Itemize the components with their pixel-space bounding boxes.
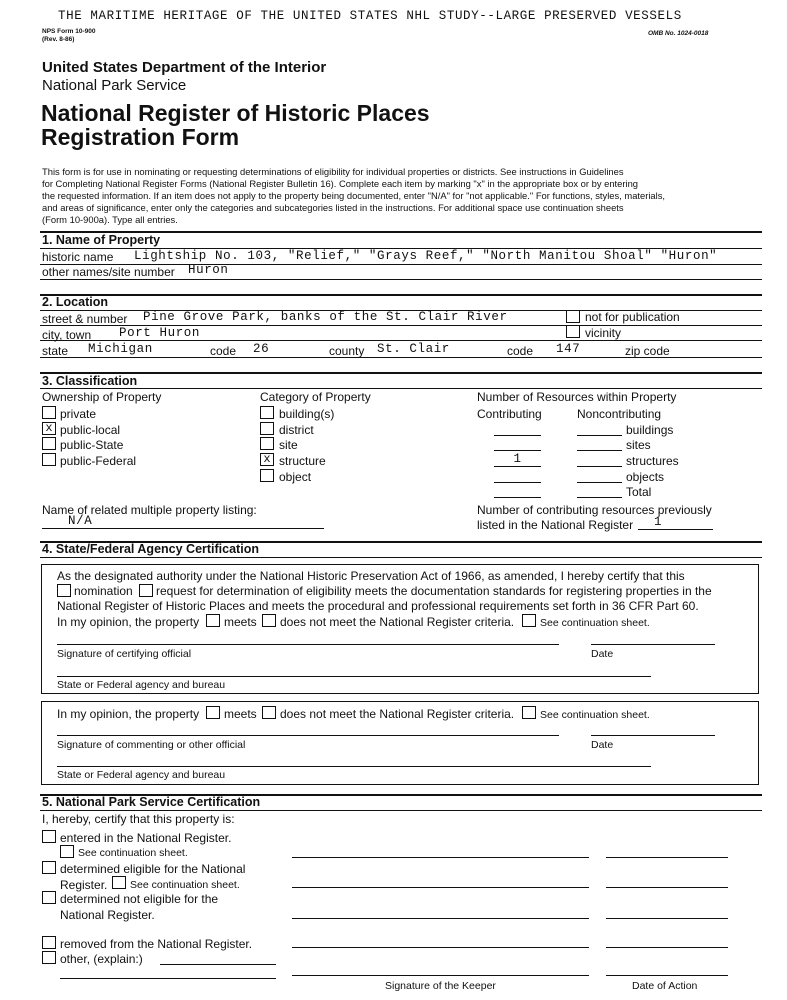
category-label: site [279, 438, 298, 452]
previously-listed-label: Number of contributing resources previously [477, 503, 712, 517]
count-rule [577, 482, 622, 483]
historic-name-value[interactable]: Lightship No. 103, "Relief," "Grays Reef," "North Manitou Shoal" "Huron" [134, 249, 718, 263]
zip-code-label: zip code [625, 344, 670, 358]
continuation-label: See continuation sheet. [540, 709, 650, 721]
section3-heading: 3. Classification [42, 374, 138, 388]
agency-name: National Park Service [42, 77, 187, 94]
vicinity-label: vicinity [585, 326, 622, 340]
signature-line [57, 766, 651, 767]
commenting-signature-label: Signature of commenting or other official [57, 739, 246, 751]
department-name: United States Department of the Interior [42, 59, 327, 76]
form-title-line2: Registration Form [41, 124, 240, 150]
state-code-label: code [210, 344, 237, 358]
continuation-checkbox[interactable] [522, 706, 536, 719]
date-line [591, 735, 715, 736]
count-rule [494, 435, 541, 436]
ownership-checkbox[interactable] [42, 437, 56, 450]
city-value[interactable]: Port Huron [119, 326, 201, 340]
keeper-signature-line [292, 857, 589, 858]
field-rule [40, 357, 762, 358]
nomination-checkbox[interactable] [57, 584, 71, 597]
section-rule [40, 557, 762, 558]
agency-bureau-label: State or Federal agency and bureau [57, 769, 226, 781]
section-rule [40, 388, 762, 389]
count-rule [494, 482, 541, 483]
action-date-label: Date of Action [632, 980, 698, 992]
resources-heading: Number of Resources within Property [477, 390, 677, 404]
instructions-line: for Completing National Register Forms (National Register Bulletin 16). Complete each item by marking "x" in the appropriate box or by entering [42, 178, 638, 189]
entered-checkbox[interactable] [42, 830, 56, 843]
section-rule [40, 810, 762, 811]
contributing-count[interactable]: 1 [513, 452, 522, 466]
field-rule [42, 528, 324, 529]
eligible-label: determined eligible for the National [60, 862, 246, 876]
section5-heading: 5. National Park Service Certification [42, 795, 261, 809]
category-checkbox[interactable] [260, 422, 274, 435]
section1-heading: 1. Name of Property [42, 233, 161, 247]
city-label: city, town [42, 328, 92, 342]
omb-number: OMB No. 1024-0018 [648, 30, 709, 37]
category-checkbox[interactable] [260, 406, 274, 419]
form-number: NPS Form 10-900 [42, 28, 96, 35]
action-date-line [606, 975, 728, 976]
instructions-line: the requested information. If an item does not apply to the property being documented, enter "N/A" for "not applicable." For functions, styles, materials, [42, 190, 666, 201]
not-for-publication-label: not for publication [585, 310, 680, 324]
keeper-signature-line [292, 887, 589, 888]
resource-label: buildings [626, 423, 674, 437]
state-value[interactable]: Michigan [88, 342, 153, 356]
nomination-label: nomination [74, 584, 133, 598]
category-label: structure [279, 454, 326, 468]
count-rule [494, 450, 541, 451]
meets-checkbox[interactable] [206, 614, 220, 627]
not-eligible-label: determined not eligible for the [60, 892, 219, 906]
keeper-signature-label: Signature of the Keeper [385, 980, 496, 992]
other-names-value[interactable]: Huron [188, 263, 229, 277]
request-checkbox[interactable] [139, 584, 153, 597]
previously-listed-value[interactable]: 1 [654, 515, 663, 529]
opinion-text: In my opinion, the property [57, 615, 200, 629]
continuation-checkbox[interactable] [522, 614, 536, 627]
street-label: street & number [42, 312, 128, 326]
continuation-label: See continuation sheet. [130, 879, 240, 891]
count-rule [577, 466, 622, 467]
does-not-meet-label: does not meet the National Register criteria. [280, 707, 515, 721]
section-rule [40, 294, 762, 296]
street-value[interactable]: Pine Grove Park, banks of the St. Clair River [143, 310, 508, 324]
keeper-signature-line [292, 947, 589, 948]
resource-label: Total [626, 485, 652, 499]
ownership-checkbox[interactable] [42, 453, 56, 466]
eligible-continuation-checkbox[interactable] [112, 876, 126, 889]
county-label: county [329, 344, 365, 358]
noncontributing-header: Noncontributing [577, 407, 662, 421]
does-not-meet-label: does not meet the National Register criteria. [280, 615, 515, 629]
entered-continuation-checkbox[interactable] [60, 845, 74, 858]
county-code-label: code [507, 344, 534, 358]
field-rule [638, 529, 713, 530]
section2-heading: 2. Location [42, 295, 108, 309]
instructions-line: (Form 10-900a). Type all entries. [42, 214, 178, 225]
count-rule [577, 497, 622, 498]
date-label: Date [591, 648, 614, 660]
certifying-signature-label: Signature of certifying official [57, 648, 192, 660]
other-explain-line[interactable] [60, 978, 276, 979]
does-not-meet-checkbox[interactable] [262, 706, 276, 719]
not-eligible-label: National Register. [60, 908, 155, 922]
action-date-line [606, 947, 728, 948]
removed-checkbox[interactable] [42, 936, 56, 949]
request-text: request for determination of eligibility meets the documentation standards for registering properties in the [156, 584, 712, 598]
ownership-heading: Ownership of Property [42, 390, 162, 404]
form-title-line1: National Register of Historic Places [41, 100, 430, 126]
county-value[interactable]: St. Clair [377, 342, 450, 356]
date-label: Date [591, 739, 614, 751]
date-line [591, 644, 715, 645]
vicinity-checkbox[interactable] [566, 325, 580, 338]
category-label: district [279, 423, 314, 437]
count-rule [494, 466, 541, 467]
category-checkbox[interactable] [260, 437, 274, 450]
other-label: other, (explain:) [60, 952, 143, 966]
instructions-line: and areas of significance, enter only the categories and subcategories listed in the instructions. For additional space use continuation sheets [42, 202, 624, 213]
eligible-label: Register. [60, 878, 108, 892]
other-names-label: other names/site number [42, 265, 175, 279]
action-date-line [606, 887, 728, 888]
agency-bureau-label: State or Federal agency and bureau [57, 679, 226, 691]
category-heading: Category of Property [260, 390, 371, 404]
signature-line [57, 735, 559, 736]
resource-label: structures [626, 454, 679, 468]
certification-text: As the designated authority under the National Historic Preservation Act of 1966, as amended, I hereby certify that this [57, 569, 685, 583]
ownership-checkbox[interactable]: x [42, 422, 56, 435]
count-rule [494, 497, 541, 498]
meets-label: meets [224, 707, 257, 721]
certify-text: I, hereby, certify that this property is: [42, 812, 235, 826]
historic-name-label: historic name [42, 250, 114, 264]
study-header: THE MARITIME HERITAGE OF THE UNITED STATES NHL STUDY--LARGE PRESERVED VESSELS [58, 9, 682, 23]
entered-label: entered in the National Register. [60, 831, 232, 845]
field-rule [40, 340, 762, 341]
multiple-listing-value[interactable]: N/A [68, 514, 93, 528]
other-explain-line[interactable] [160, 964, 276, 965]
ownership-label: private [60, 407, 97, 421]
section4-heading: 4. State/Federal Agency Certification [42, 542, 259, 556]
eligible-checkbox[interactable] [42, 861, 56, 874]
ownership-label: public-local [60, 423, 121, 437]
certification-text: National Register of Historic Places and meets the procedural and professional requirements set forth in 36 CFR Part 60. [57, 599, 699, 613]
keeper-signature-line [292, 918, 589, 919]
count-rule [577, 435, 622, 436]
state-label: state [42, 344, 69, 358]
multiple-listing-label: Name of related multiple property listing: [42, 503, 257, 517]
form-revision: (Rev. 8-86) [42, 36, 75, 43]
does-not-meet-checkbox[interactable] [262, 614, 276, 627]
signature-line [57, 644, 559, 645]
instructions [42, 166, 665, 226]
continuation-label: See continuation sheet. [540, 617, 650, 629]
keeper-signature-line [292, 975, 589, 976]
meets-label: meets [224, 615, 257, 629]
section-rule [40, 372, 762, 374]
field-rule [40, 279, 762, 280]
ownership-label: public-State [60, 438, 124, 452]
not-for-publication-checkbox[interactable] [566, 310, 580, 323]
opinion-text: In my opinion, the property [57, 707, 200, 721]
category-label: object [279, 470, 312, 484]
category-checkbox[interactable] [260, 469, 274, 482]
contributing-header: Contributing [477, 407, 542, 421]
not-eligible-checkbox[interactable] [42, 891, 56, 904]
ownership-checkbox[interactable] [42, 406, 56, 419]
category-checkbox[interactable]: x [260, 453, 274, 466]
count-rule [577, 450, 622, 451]
action-date-line [606, 857, 728, 858]
previously-listed-label: listed in the National Register [477, 518, 634, 532]
resource-label: objects [626, 470, 665, 484]
ownership-label: public-Federal [60, 454, 137, 468]
county-code-value[interactable]: 147 [556, 342, 581, 356]
removed-label: removed from the National Register. [60, 937, 253, 951]
instructions-line: This form is for use in nominating or requesting determinations of eligibility for individual properties or districts. See instructions in Guidelines [42, 166, 624, 177]
other-checkbox[interactable] [42, 951, 56, 964]
signature-line [57, 676, 651, 677]
continuation-label: See continuation sheet. [78, 847, 188, 859]
state-code-value[interactable]: 26 [253, 342, 270, 356]
category-label: building(s) [279, 407, 335, 421]
meets-checkbox[interactable] [206, 706, 220, 719]
action-date-line [606, 918, 728, 919]
resource-label: sites [626, 438, 651, 452]
